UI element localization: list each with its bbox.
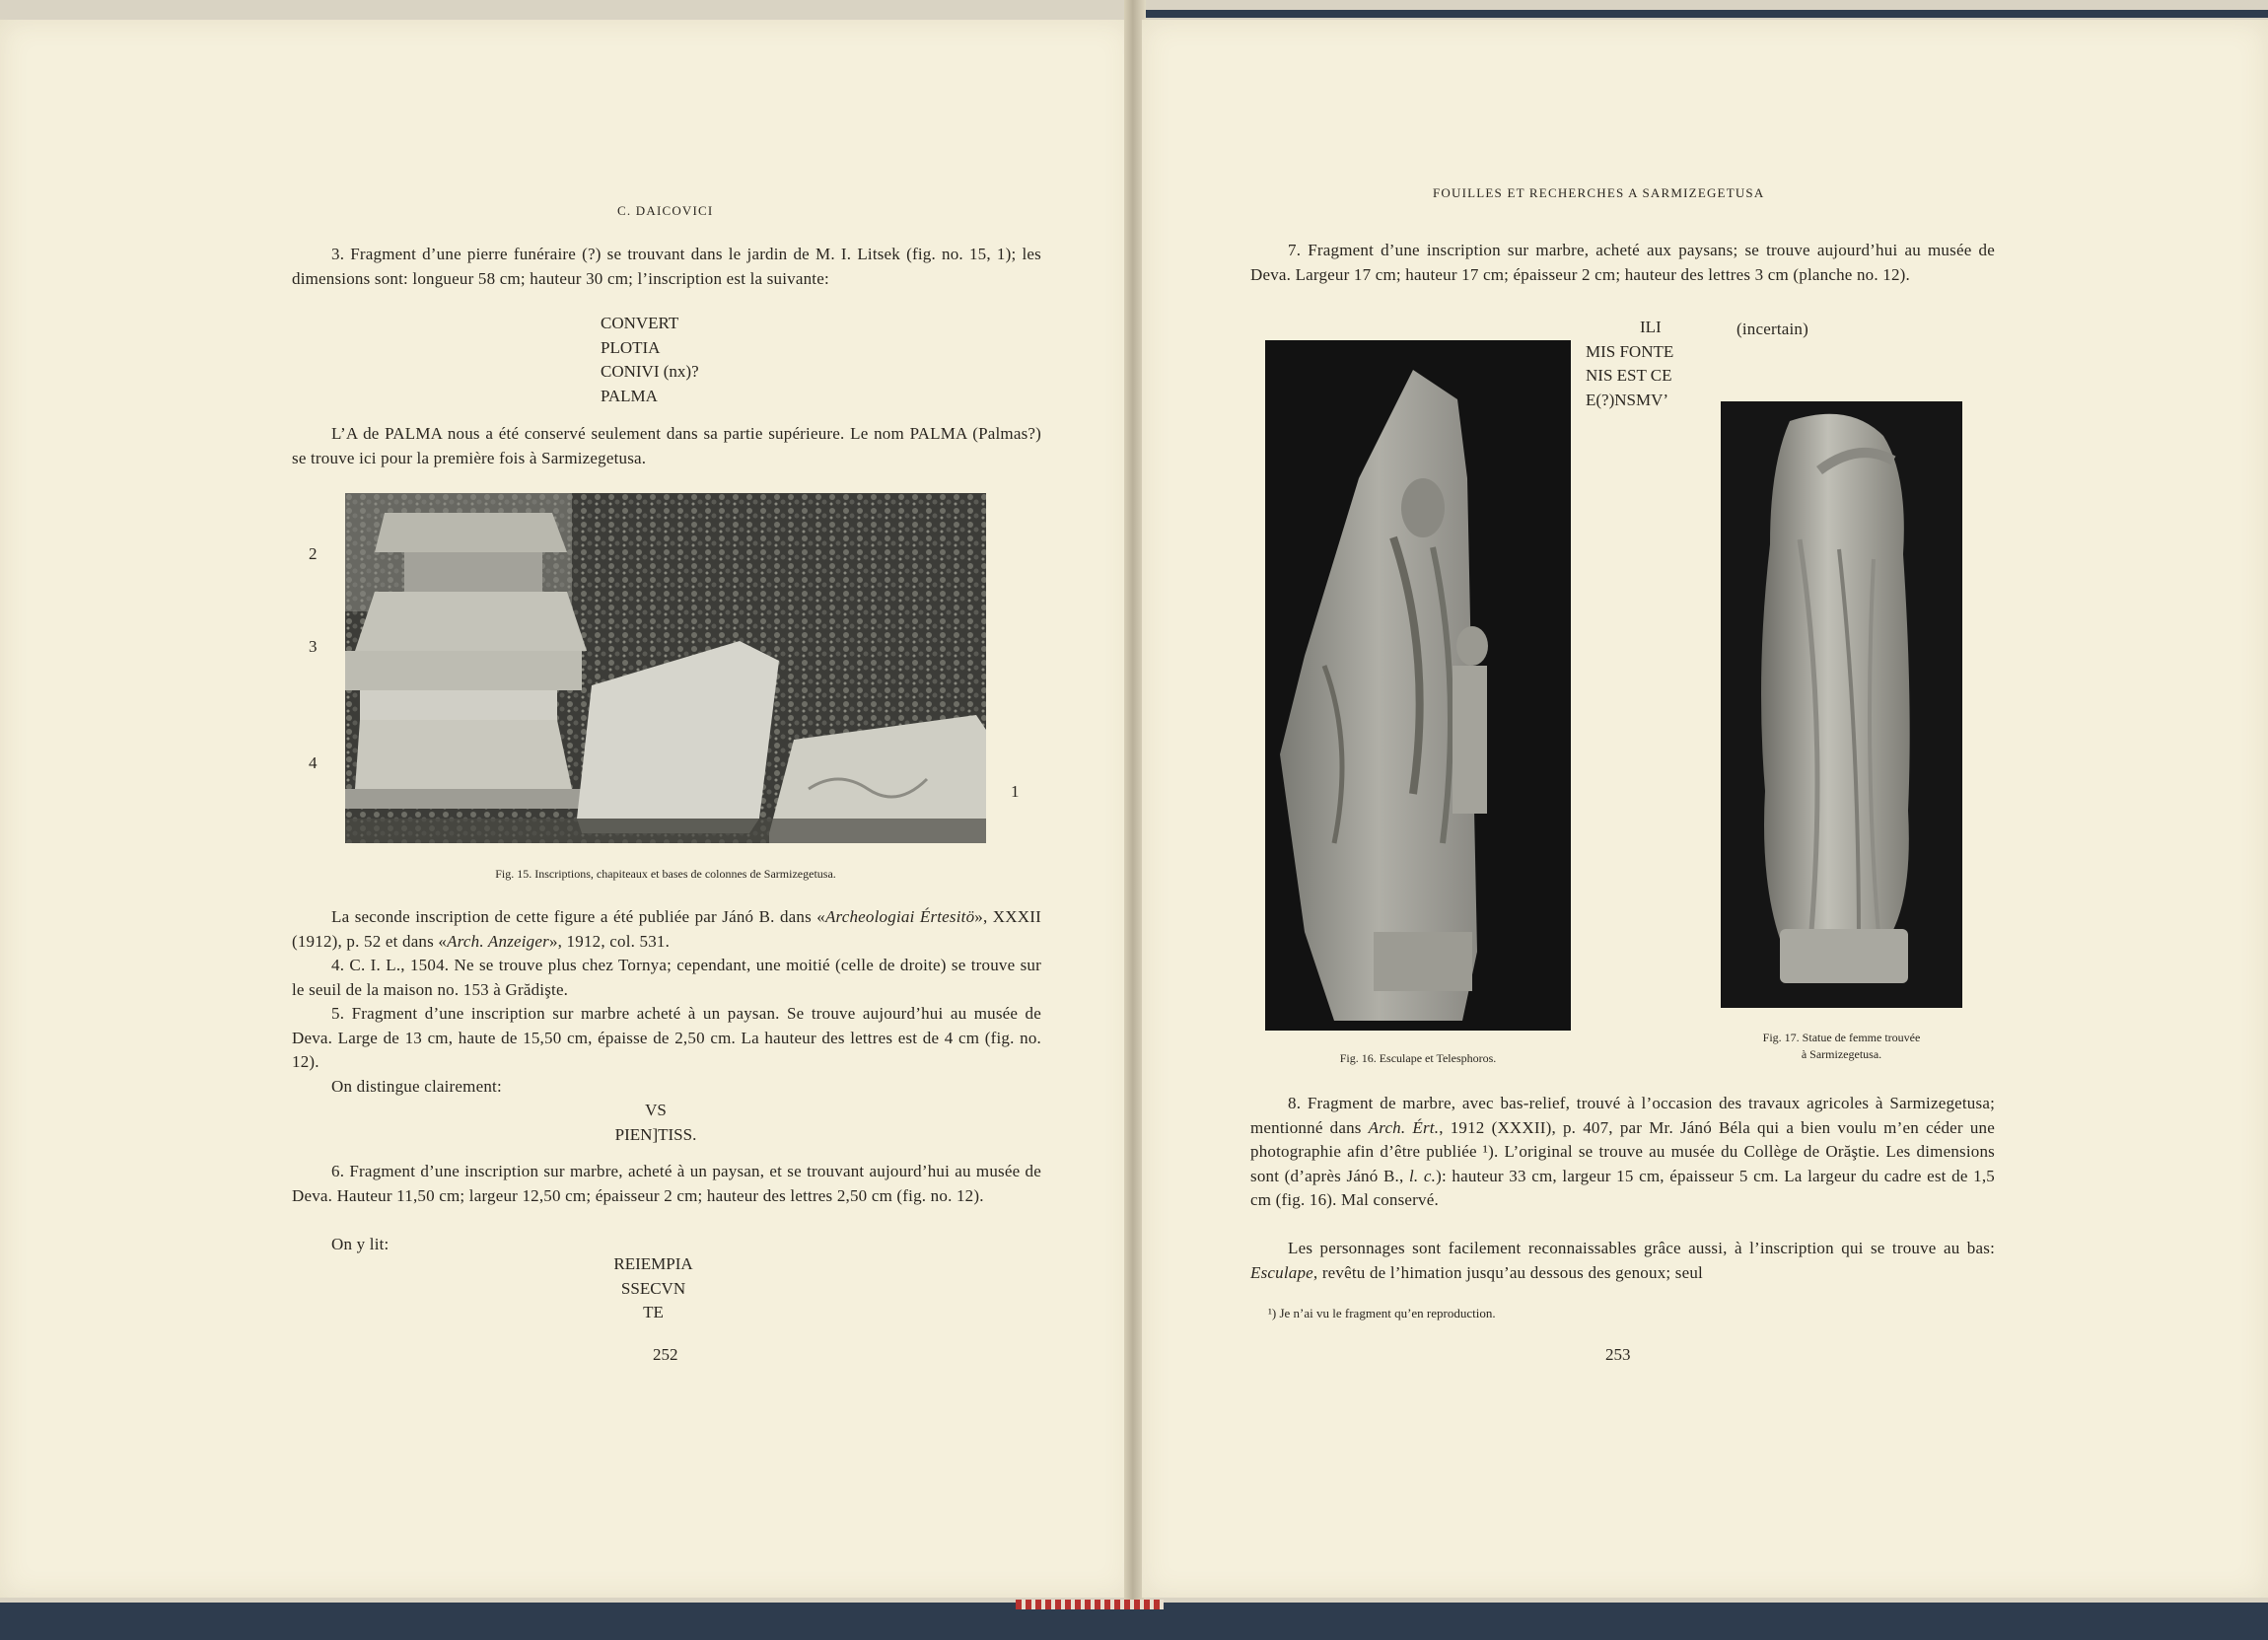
text-run: , revêtu de l’himation jusqu’au dessous des genoux; seul bbox=[1312, 1262, 1703, 1282]
inscription-line: TE bbox=[643, 1303, 664, 1321]
left-page bbox=[0, 20, 1132, 1598]
inscription-line: ILI bbox=[1640, 318, 1662, 336]
inscription-line: E(?)NSMV’ bbox=[1586, 390, 1669, 409]
inscription-line: PLOTIA bbox=[601, 337, 661, 357]
citation-abbr: l. c. bbox=[1408, 1166, 1437, 1185]
inscription-note: (incertain) bbox=[1736, 320, 1808, 338]
running-head-left: C. DAICOVICI bbox=[617, 203, 714, 218]
figure-name: Esculape bbox=[1250, 1262, 1313, 1282]
text-run: », 1912, col. 531. bbox=[548, 931, 671, 951]
figure-label-1: 1 bbox=[1011, 782, 1020, 801]
journal-title: Arch. Anzeiger bbox=[447, 931, 549, 951]
paragraph-9 bbox=[1250, 1237, 1995, 1285]
paragraph-3: 3. Fragment d’une pierre funéraire (?) se trouvant dans le jardin de M. I. Litsek (fig. no. 15, 1); les dimensions sont: longueur 58 cm; hauteur 30 cm; l’inscription est la suivante: bbox=[292, 245, 1041, 288]
inscription-line: NIS EST CE bbox=[1586, 366, 1672, 385]
paragraph-8 bbox=[1250, 1092, 1995, 1213]
figure-17-photo bbox=[1721, 401, 1962, 1008]
paragraph-5: 5. Fragment d’une inscription sur marbre acheté à un paysan. Se trouve aujourd’hui au musée de Deva. Large de 13 cm, haute de 15,50 cm, épaisse de 2,50 cm. La hauteur des lettres est de 4 cm (fig. no. 12). bbox=[292, 1004, 1041, 1071]
figure-17-caption bbox=[1721, 1030, 1962, 1063]
inscription-line: REIEMPIA bbox=[613, 1254, 693, 1273]
inscription-fonte bbox=[1586, 316, 1673, 412]
inscription-line: PALMA bbox=[601, 386, 658, 405]
inscription-line: CONVERT bbox=[601, 314, 679, 332]
figure-16-caption: Fig. 16. Esculape et Telesphoros. bbox=[1339, 1051, 1497, 1065]
footnote: ¹) Je n’ai vu le fragment qu’en reproduction. bbox=[1268, 1306, 1496, 1320]
figure-15-caption: Fig. 15. Inscriptions, chapiteaux et bases de colonnes de Sarmizegetusa. bbox=[495, 867, 836, 881]
right-page bbox=[1142, 20, 2268, 1598]
inscription-line: VS bbox=[645, 1101, 667, 1119]
figure-label-4: 4 bbox=[309, 753, 318, 772]
text-run: 8. Fragment de marbre, avec bas-relief, trouvé à l’occasion des travaux agricoles à Sarmizegetusa; mentionné dans bbox=[1250, 1094, 1995, 1137]
page-number-right: 253 bbox=[1605, 1345, 1631, 1364]
figure-label-3: 3 bbox=[309, 637, 318, 656]
caption-line: Fig. 17. Statue de femme trouvée bbox=[1762, 1031, 1921, 1044]
text-run: Les personnages sont facilement reconnaissables grâce aussi, à l’inscription qui se trouve au bas: bbox=[1288, 1239, 1995, 1257]
paragraph-4: 4. C. I. L., 1504. Ne se trouve plus chez Tornya; cependant, une moitié (celle de droite) se trouve sur le seuil de la maison no. 153 à Grădişte. bbox=[292, 956, 1041, 999]
paragraph-6-lead: On y lit: bbox=[331, 1235, 390, 1253]
inscription-line: CONIVI (nx)? bbox=[601, 362, 699, 381]
headband bbox=[1016, 1600, 1164, 1609]
journal-title: Archeologiai Értesitö bbox=[824, 907, 975, 926]
text-run: ): hauteur 33 cm, largeur 15 cm, épaisseur 5 cm. La largeur du cadre est de 1,5 cm (fig. 16). Mal conservé. bbox=[1250, 1166, 1995, 1209]
paragraph-7: 7. Fragment d’une inscription sur marbre, acheté aux paysans; se trouve aujourd’hui au musée de Deva. Largeur 17 cm; hauteur 17 cm; épaisseur 2 cm; hauteur des lettres 3 cm (planche no. 12). bbox=[1250, 241, 1995, 284]
text-run: , 1912 (XXXII), p. 407, par Mr. Jánó Béla qui a bien voulu m’en céder une photographie afin d’être publiée ¹). L’original se trouve au musée du Collège de Orăştie. Les dimensions sont (d’après Jánó B., bbox=[1250, 1117, 1996, 1185]
inscription-line: SSECVN bbox=[620, 1278, 686, 1298]
inscription-pientiss bbox=[602, 1099, 710, 1147]
caption-line: à Sarmizegetusa. bbox=[1801, 1047, 1882, 1061]
inscription-line: MIS FONTE bbox=[1586, 341, 1674, 361]
inscription-convert bbox=[601, 312, 699, 408]
paragraph-seconde bbox=[292, 905, 1041, 954]
cover-edge bbox=[1134, 10, 2268, 18]
figure-15-photo bbox=[345, 493, 986, 843]
inscription-line: PIEN]TISS. bbox=[614, 1124, 697, 1144]
running-head-right: FOUILLES ET RECHERCHES A SARMIZEGETUSA bbox=[1433, 185, 1765, 200]
journal-title: Arch. Ért. bbox=[1368, 1117, 1440, 1137]
paragraph-5-lead: On distingue clairement: bbox=[331, 1077, 502, 1096]
text-run: La seconde inscription de cette figure a été publiée par Jánó B. dans « bbox=[331, 907, 825, 926]
paragraph-palma: L’A de PALMA nous a été conservé seulement dans sa partie supérieure. Le nom PALMA (Palmas?) se trouve ici pour la première fois à Sarmizegetusa. bbox=[292, 424, 1041, 467]
page-number-left: 252 bbox=[653, 1345, 678, 1364]
paragraph-6: 6. Fragment d’une inscription sur marbre, acheté à un paysan, et se trouvant aujourd’hui au musée de Deva. Hauteur 11,50 cm; largeur 12,50 cm; épaisseur 2 cm; hauteur des lettres 2,50 cm (fig. no. 12). bbox=[292, 1162, 1041, 1205]
figure-label-2: 2 bbox=[309, 544, 318, 563]
text-run: », XXXII (1912), p. 52 et dans « bbox=[292, 907, 1041, 951]
figure-16-photo bbox=[1265, 340, 1571, 1031]
inscription-reiempia bbox=[602, 1252, 705, 1325]
